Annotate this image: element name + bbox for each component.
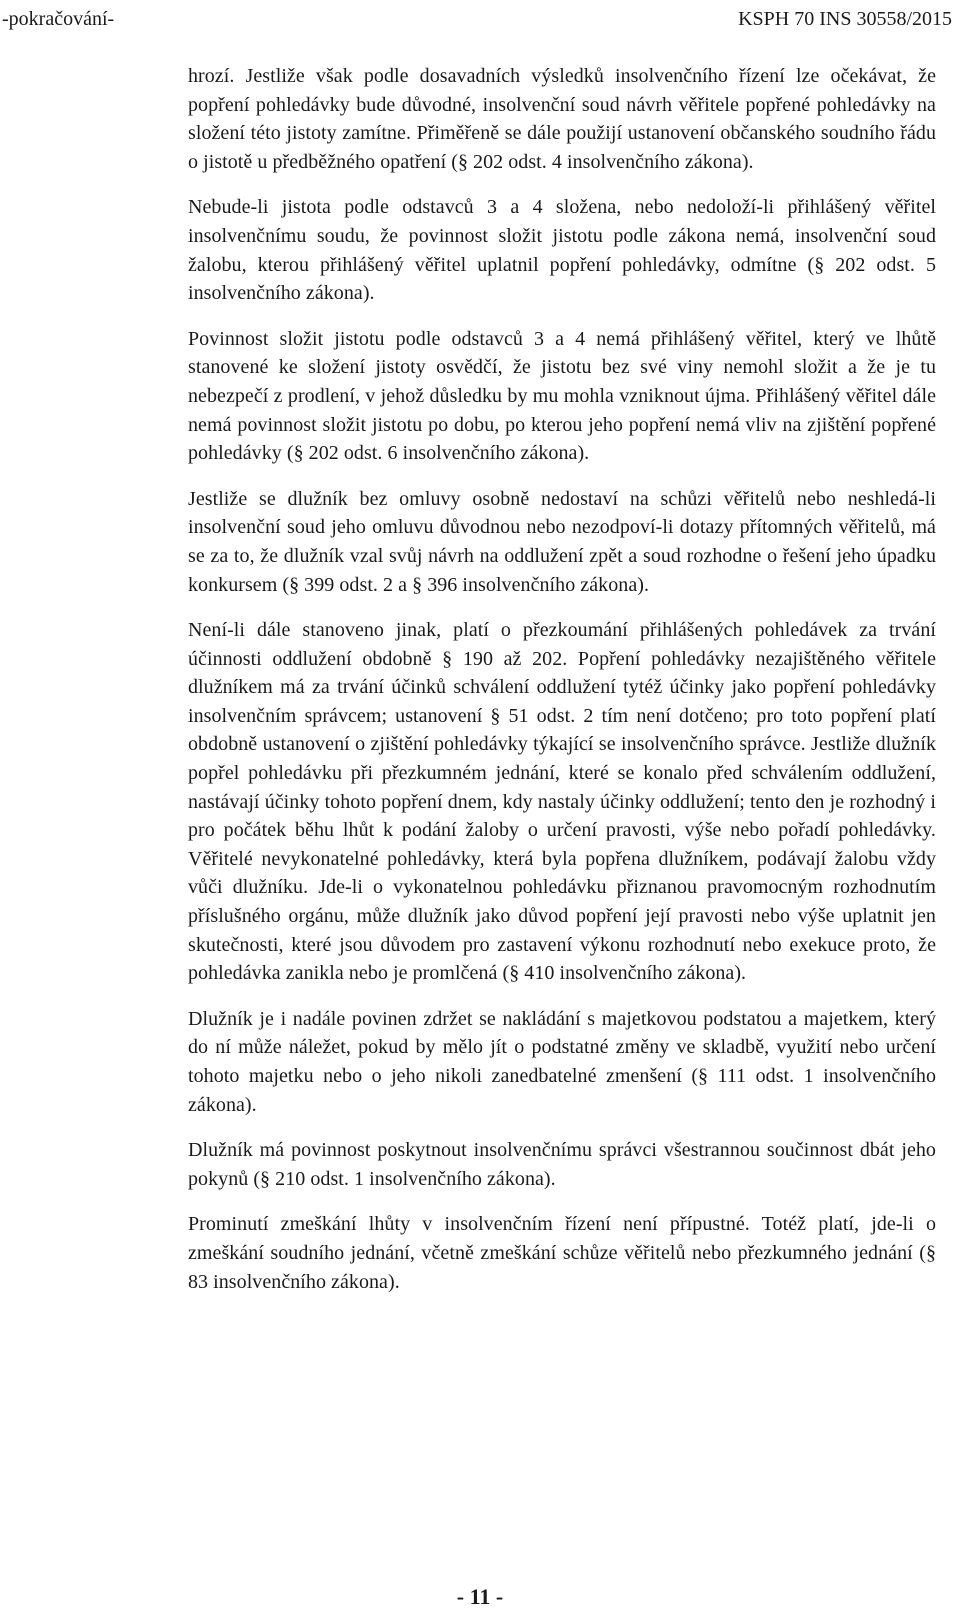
document-body xyxy=(188,62,936,1313)
paragraph-bond-continuation: hrozí. Jestliže však podle dosavadních výsledků insolvenčního řízení lze očekávat, že popření pohledávky bude důvodné, insolvenční soud návrh věřitele popřené pohledávky na složení této jistoty zamítne. Přiměřeně se dále použijí ustanovení občanského soudního řádu o jistotě u předběžného opatření (§ 202 odst. 4 insolvenčního zákona). xyxy=(188,65,936,173)
continuation-label: -pokračování- xyxy=(2,8,115,30)
page-header xyxy=(0,6,960,36)
page-number: - 11 - xyxy=(456,1584,504,1609)
paragraph-bond-exemption: Povinnost složit jistotu podle odstavců 3 a 4 nemá přihlášený věřitel, který ve lhůtě stanovené ke složení jistoty osvědčí, že jistotu bez své viny nemohl složit a že je tu nebezpečí z prodlení, v jehož důsledku by mu mohla vzniknout újma. Přihlášený věřitel dále nemá povinnost složit jistotu po dobu, po kterou jeho popření nemá vliv na zjištění popřené pohledávky (§ 202 odst. 6 insolvenčního zákona). xyxy=(188,327,936,465)
paragraph-missed-deadline: Prominutí zmeškání lhůty v insolvenčním řízení není přípustné. Totéž platí, jde-li o zmeškání soudního jednání, včetně zmeškání schůze věřitelů nebo přezkumného jednání (§ 83 insolvenčního zákona). xyxy=(188,1213,936,1293)
paragraph-claims-review: Není-li dále stanoveno jinak, platí o přezkoumání přihlášených pohledávek za trvání účinnosti oddlužení obdobně § 190 až 202. Popření pohledávky nezajištěného věřitele dlužníkem má za trvání účinků schválení oddlužení tytéž účinky jako popření pohledávky insolvenčním správcem; ustanovení § 51 odst. 2 tím není dotčeno; pro toto popření platí obdobně ustanovení o zjištění pohledávky týkající se insolvenčního správce. Jestliže dlužník popřel pohledávku při přezkumném jednání, které se konalo před schválením oddlužení, nastávají účinky tohoto popření dnem, kdy nastaly účinky oddlužení; tento den je rozhodný i pro počátek běhu lhůt k podání žaloby o určení pravosti, výše nebo pořadí pohledávky. Věřitelé nevykonatelné pohledávky, která byla popřena dlužníkem, podávají žalobu vždy vůči dlužníku. Jde-li o vykonatelnou pohledávku přiznanou pravomocným rozhodnutím příslušného orgánu, může dlužník jako důvod popření její pravosti nebo výše uplatnit jen skutečnosti, které jsou důvodem pro zastavení výkonu rozhodnutí nebo exekuce proto, že pohledávka zanikla nebo je promlčená (§ 410 insolvenčního zákona). xyxy=(188,619,936,985)
paragraph-asset-disposal: Dlužník je i nadále povinen zdržet se nakládání s majetkovou podstatou a majetkem, který do ní může náležet, pokud by mělo jít o podstatné změny ve skladbě, využití nebo určení tohoto majetku nebo o jeho nikoli zanedbatelné zmenšení (§ 111 odst. 1 insolvenčního zákona). xyxy=(188,1007,936,1116)
paragraph-debtor-absence: Jestliže se dlužník bez omluvy osobně nedostaví na schůzi věřitelů nebo neshledá-li insolvenční soud jeho omluvu důvodnou nebo nezodpoví-li dotazy přítomných věřitelů, má se za to, že dlužník vzal svůj návrh na oddlužení zpět a soud rozhodne o řešení jeho úpadku konkursem (§ 399 odst. 2 a § 396 insolvenčního zákona). xyxy=(188,487,936,596)
case-number: KSPH 70 INS 30558/2015 xyxy=(738,8,952,30)
paragraph-bond-not-paid: Nebude-li jistota podle odstavců 3 a 4 složena, nebo nedoloží-li přihlášený věřitel insolvenčnímu soudu, že povinnost složit jistotu podle zákona nemá, insolvenční soud žalobu, kterou přihlášený věřitel uplatnil popření pohledávky, odmítne (§ 202 odst. 5 insolvenčního zákona). xyxy=(188,196,936,305)
paragraph-debtor-cooperation: Dlužník má povinnost poskytnout insolvenčnímu správci všestrannou součinnost dbát jeho pokynů (§ 210 odst. 1 insolvenčního zákona). xyxy=(188,1139,936,1190)
